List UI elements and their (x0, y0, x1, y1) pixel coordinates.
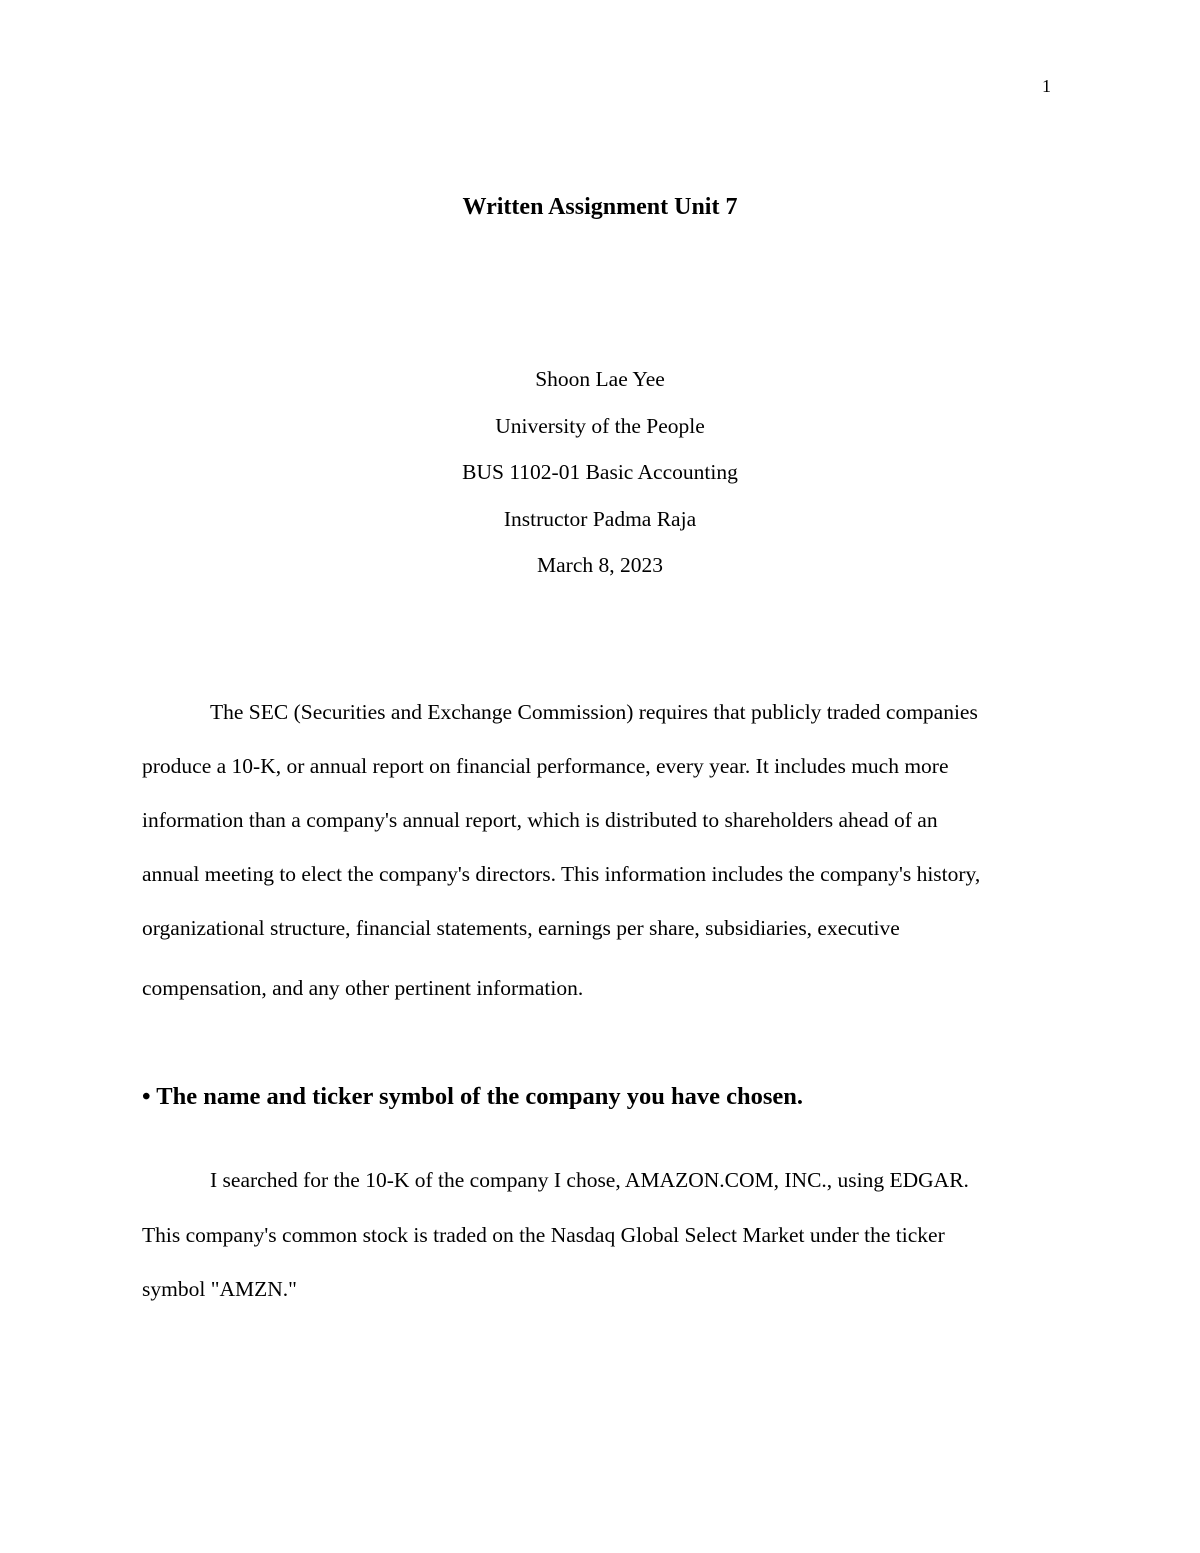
instructor-name: Instructor Padma Raja (503, 506, 697, 531)
paragraph-line: organizational structure, financial statements, earnings per share, subsidiaries, executive (142, 916, 900, 940)
paragraph-line: This company's common stock is traded on the Nasdaq Global Select Market under the ticker (142, 1222, 945, 1247)
submission-date: March 8, 2023 (537, 553, 663, 577)
institution-name: University of the People (495, 413, 705, 438)
company-paragraph (142, 1160, 1062, 1324)
paragraph-line: produce a 10-K, or annual report on financial performance, every year. It includes much more (142, 754, 949, 778)
paragraph-line: I searched for the 10-K of the company I chose, AMAZON.COM, INC., using EDGAR. (210, 1168, 969, 1192)
section-heading: • The name and ticker symbol of the company you have chosen. (142, 1083, 804, 1110)
paragraph-line: symbol "AMZN." (142, 1277, 297, 1301)
paragraph-line: information than a company's annual report, which is distributed to shareholders ahead of an (142, 808, 938, 832)
paragraph-line: annual meeting to elect the company's directors. This information includes the company's history, (142, 862, 981, 886)
paragraph-line: The SEC (Securities and Exchange Commission) requires that publicly traded companies (210, 700, 978, 724)
document-title: Written Assignment Unit 7 (462, 194, 738, 220)
paragraph-line: compensation, and any other pertinent information. (142, 976, 584, 1000)
page-number: 1 (1042, 76, 1051, 96)
intro-paragraph (142, 692, 1062, 1022)
course-name: BUS 1102-01 Basic Accounting (462, 460, 738, 484)
title-page-author-block (0, 362, 1200, 595)
author-name: Shoon Lae Yee (535, 367, 665, 391)
